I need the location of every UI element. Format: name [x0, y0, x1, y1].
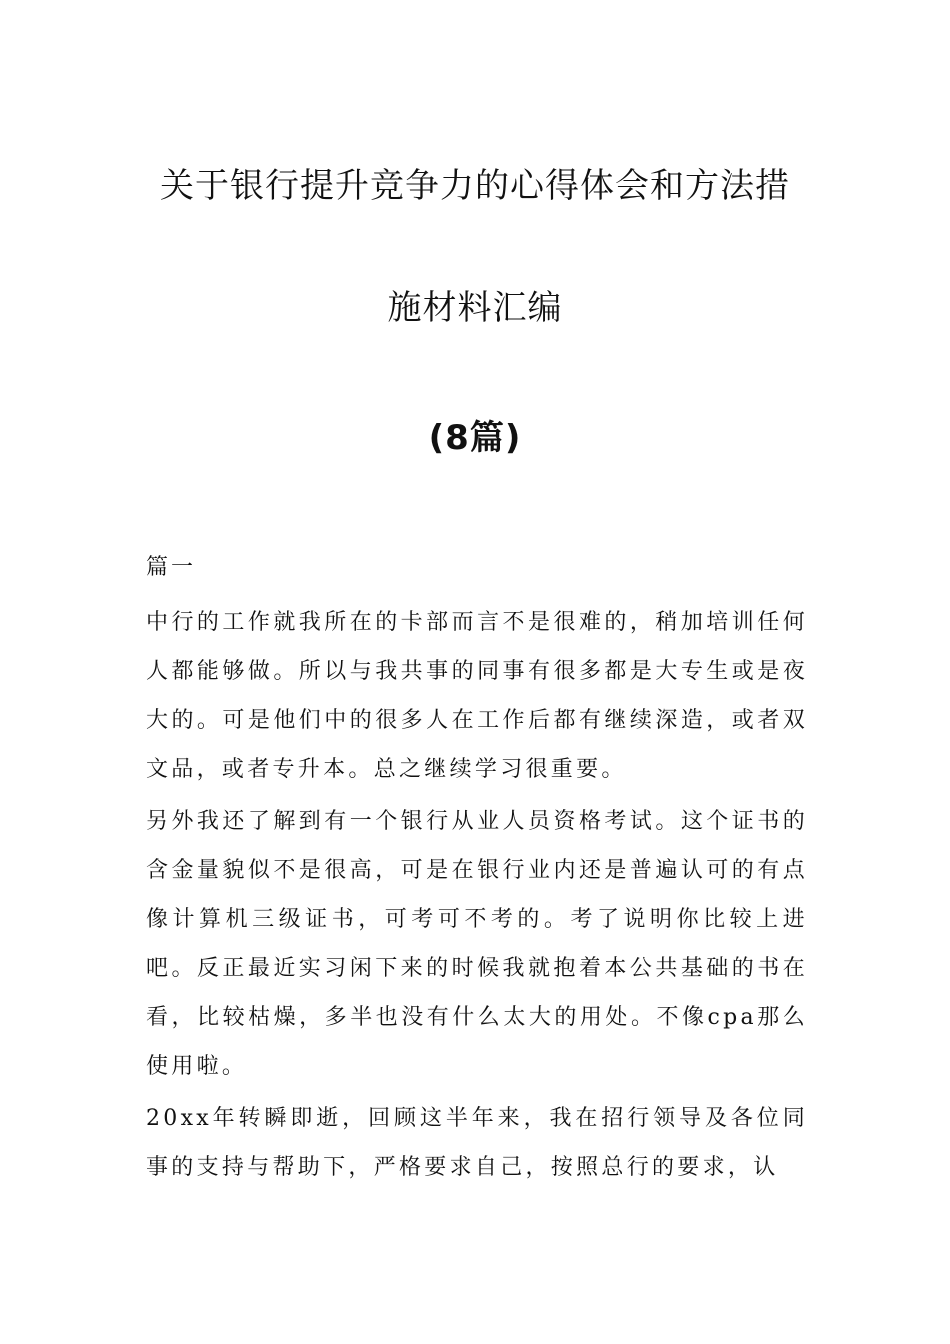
paragraph: 20xx年转瞬即逝，回顾这半年来，我在招行领导及各位同事的支持与帮助下，严格要求自己，按照总行的要求，认 — [146, 1106, 808, 1180]
paragraph: 另外我还了解到有一个银行从业人员资格考试。这个证书的含金量貌似不是很高，可是在银行业内还是普遍认可的有点像计算机三级证书，可考可不考的。考了说明你比较上进吧。反正最近实习闲下来的时候我就抱着本公共基础的书在看，比较枯燥，多半也没有什么太大的用处。不像cpa那么使用啦。 — [146, 809, 808, 1079]
document-title-line-1: 关于银行提升竞争力的心得体会和方法措 — [160, 166, 790, 206]
section-label: 篇一 — [146, 555, 197, 580]
document-subtitle-count: (8篇) — [428, 418, 522, 458]
paragraph: 中行的工作就我所在的卡部而言不是很难的，稍加培训任何人都能够做。所以与我共事的同事有很多都是大专生或是夜大的。可是他们中的很多人在工作后都有继续深造，或者双文品，或者专升本。总之继续学习很重要。 — [146, 610, 808, 782]
document-title-line-2: 施材料汇编 — [387, 288, 563, 328]
